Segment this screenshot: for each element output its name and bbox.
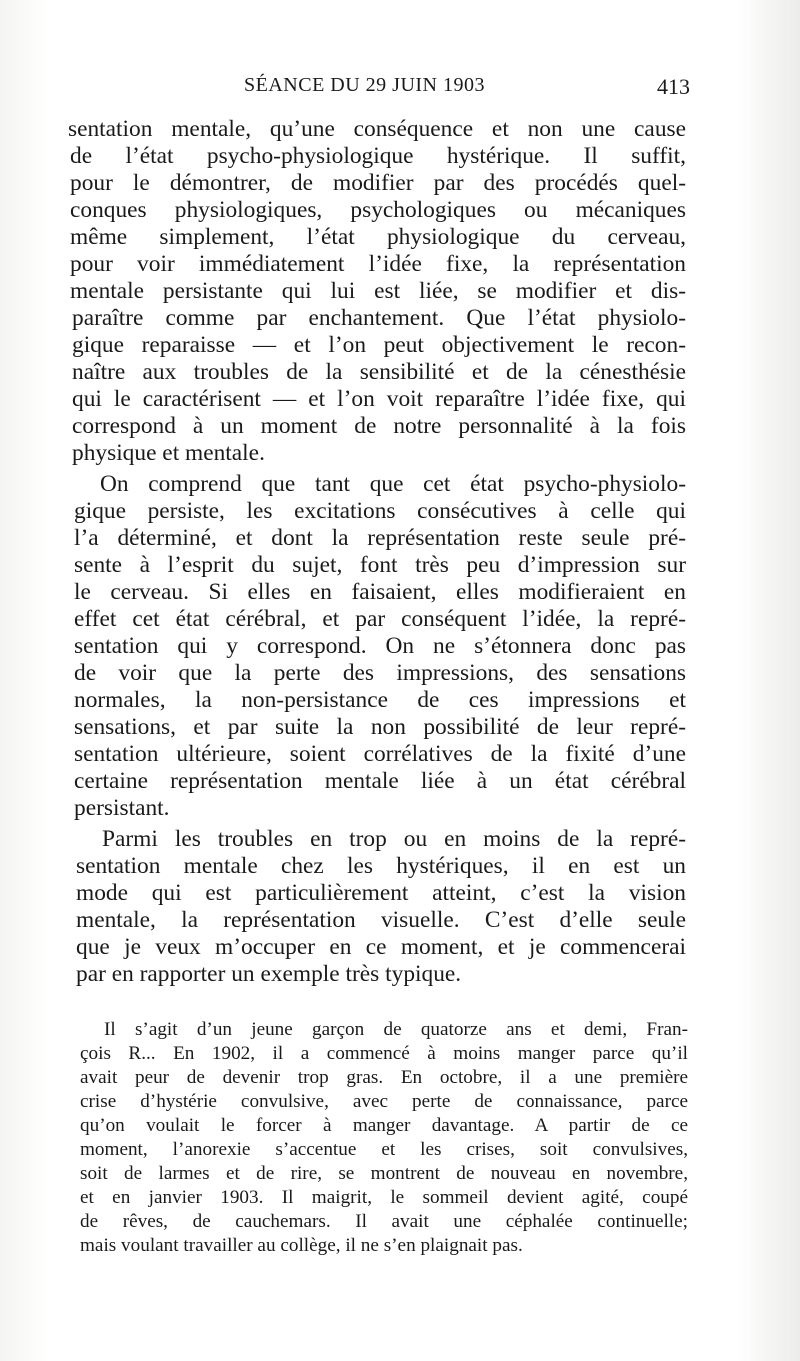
text-line: conques physiologiques, psychologiques ou mécaniques — [70, 197, 686, 223]
text-line: par en rapporter un exemple très typique. — [76, 961, 462, 987]
note-line: moment, l’anorexie s’accentue et les crises, soit convulsives, — [80, 1139, 688, 1160]
text-line: sensations, et par suite la non possibilité de leur repré- — [74, 714, 686, 740]
text-line: sentation ultérieure, soient corrélatives de la fixité d’une — [74, 741, 686, 767]
text-line: sentation mentale, qu’une conséquence et non une cause — [68, 116, 686, 142]
text-line: sentation qui y correspond. On ne s’étonnera donc pas — [74, 633, 686, 659]
note-line: soit de larmes et de rire, se montrent de nouveau en novembre, — [80, 1163, 688, 1184]
text-line: le cerveau. Si elles en faisaient, elles modifieraient en — [74, 579, 686, 605]
note-line: çois R... En 1902, il a commencé à moins manger parce qu’il — [80, 1043, 688, 1064]
text-line: mode qui est particulièrement atteint, c’est la vision — [76, 880, 686, 906]
text-line: gique persiste, les excitations consécutives à celle qui — [74, 498, 686, 524]
text-line: que je veux m’occuper en ce moment, et je commencerai — [76, 934, 686, 960]
text-line: paraître comme par enchantement. Que l’état physiolo- — [72, 305, 686, 331]
running-title: SÉANCE DU 29 JUIN 1903 — [244, 74, 485, 96]
text-line: persistant. — [74, 795, 170, 821]
text-line: qui le caractérisent — et l’on voit reparaître l’idée fixe, qui — [72, 386, 686, 412]
text-line: On comprend que tant que cet état psycho-physiolo- — [100, 471, 686, 497]
text-line: mentale, la représentation visuelle. C’est d’elle seule — [76, 907, 686, 933]
text-line: de l’état psycho-physiologique hystérique. Il suffit, — [70, 143, 686, 169]
text-line: normales, la non-persistance de ces impressions et — [74, 687, 686, 713]
note-line: qu’on voulait le forcer à manger davantage. A partir de ce — [80, 1115, 688, 1136]
note-line: avait peur de devenir trop gras. En octobre, il a une première — [80, 1067, 688, 1088]
note-line: de rêves, de cauchemars. Il avait une céphalée continuelle; — [80, 1211, 688, 1232]
note-line: crise d’hystérie convulsive, avec perte de connaissance, parce — [80, 1091, 688, 1112]
text-line: sentation mentale chez les hystériques, il en est un — [76, 853, 686, 879]
running-head — [244, 74, 690, 102]
text-line: mentale persistante qui lui est liée, se modifier et dis- — [70, 278, 686, 304]
text-line: pour voir immédiatement l’idée fixe, la représentation — [70, 251, 686, 277]
note-line: mais voulant travailler au collège, il ne s’en plaignait pas. — [80, 1235, 523, 1256]
text-line: pour le démontrer, de modifier par des procédés quel- — [70, 170, 686, 196]
text-line: gique reparaisse — et l’on peut objectivement le recon- — [72, 332, 686, 358]
page-number: 413 — [657, 74, 690, 99]
text-line: l’a déterminé, et dont la représentation reste seule pré- — [74, 525, 686, 551]
note-line: Il s’agit d’un jeune garçon de quatorze ans et demi, Fran- — [104, 1019, 688, 1040]
text-line: naître aux troubles de la sensibilité et de la cénesthésie — [72, 359, 686, 385]
note-line: et en janvier 1903. Il maigrit, le sommeil devient agité, coupé — [80, 1187, 688, 1208]
text-line: physique et mentale. — [72, 440, 265, 466]
text-line: Parmi les troubles en trop ou en moins de la repré- — [102, 826, 686, 852]
text-line: sente à l’esprit du sujet, font très peu d’impression sur — [74, 552, 686, 578]
text-line: même simplement, l’état physiologique du cerveau, — [70, 224, 686, 250]
text-line: effet cet état cérébral, et par conséquent l’idée, la repré- — [74, 606, 686, 632]
text-line: correspond à un moment de notre personnalité à la fois — [72, 413, 686, 439]
text-line: de voir que la perte des impressions, des sensations — [74, 660, 686, 686]
text-line: certaine représentation mentale liée à un état cérébral — [74, 768, 686, 794]
